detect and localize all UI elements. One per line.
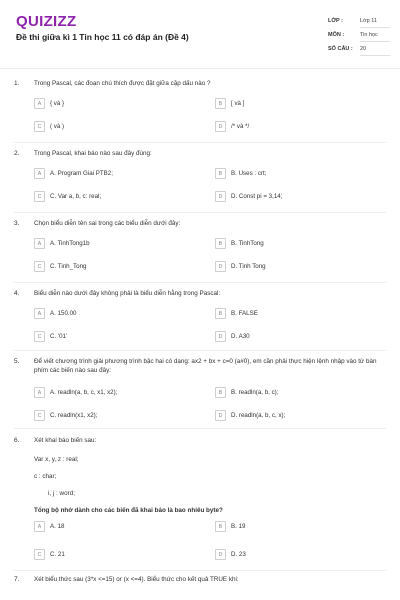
option-c[interactable] [34,260,86,273]
option-key: D [215,261,226,272]
question-number: 3. [14,220,20,227]
divider [14,350,386,351]
option-d[interactable] [215,330,250,343]
option-text: D. 23 [231,551,246,558]
option-text: B. FALSE [231,310,258,317]
option-text: ( và ) [50,123,65,130]
option-d[interactable] [215,120,249,133]
question-count-value: 20 [360,46,390,56]
code-line: c : char; [34,473,57,480]
divider [14,282,386,283]
question-text: Để viết chương trình giải phương trình bậc hai có dạng: ax2 + bx + c=0 (a#0), em cần phải thực hiện lệnh nhập vào từ bàn phím các biến nào sau đây: [34,358,377,374]
question-text: Chọn biểu diễn tên sai trong các biểu diễn dưới đây: [34,220,181,227]
option-key: C [34,331,45,342]
option-text: A. 150.00 [50,310,77,317]
question-text: Trong Pascal, các đoạn chú thích được đặt giữa cặp dấu nào ? [34,80,211,87]
option-key: C [34,121,45,132]
option-b[interactable] [215,307,258,320]
option-key: B [215,168,226,179]
option-key: A [34,521,45,532]
option-key: D [215,410,226,421]
quiz-header [0,0,400,69]
option-c[interactable] [34,120,64,133]
option-text: D. readln(a, b, c, x); [231,412,286,419]
option-key: C [34,261,45,272]
question-text: Trong Pascal, khai báo nào sau đây đúng: [34,150,152,157]
option-text: C. '01' [50,333,68,340]
option-text: B. Uses : crt; [231,170,267,177]
question-number: 4. [14,290,20,297]
option-d[interactable] [215,409,285,422]
option-c[interactable] [34,548,65,561]
option-b[interactable] [215,237,264,250]
option-a[interactable] [34,97,64,110]
divider [14,212,386,213]
option-text: A. TinhTong1b [50,240,90,247]
code-line: i, j : word; [48,490,75,497]
option-text: B. TinhTong [231,240,264,247]
code-line: Var x, y, z : real; [34,456,79,463]
page-title: Đề thi giữa kì 1 Tin học 11 có đáp án (Đề 4) [16,32,189,42]
quizizz-logo[interactable]: QUIZIZZ [16,13,77,30]
option-key: B [215,308,226,319]
question-text: Biểu diễn nào dưới đây không phải là biểu diễn hằng trong Pascal: [34,290,221,297]
divider [14,428,386,429]
option-text: C. Tinh_Tong [50,263,87,270]
option-a[interactable] [34,307,77,320]
option-text: B. readln(a, b, c); [231,389,279,396]
subject-value: Tin học [360,32,390,42]
option-d[interactable] [215,260,266,273]
option-text: /* và */ [231,123,250,130]
option-key: D [215,121,226,132]
option-c[interactable] [34,330,67,343]
class-value: Lớp 11 [360,18,390,28]
option-b[interactable] [215,386,278,399]
question-subtext: Tổng bộ nhớ dành cho các biến đã khai báo là bao nhiêu byte? [34,507,223,514]
option-key: A [34,387,45,398]
subject-label: MÔN : [328,32,345,38]
option-text: A. readln(a, b, c, x1, x2); [50,389,118,396]
option-key: D [215,549,226,560]
question-count-label: SỐ CÂU : [328,46,353,52]
option-key: C [34,549,45,560]
option-a[interactable] [34,386,117,399]
option-key: A [34,308,45,319]
option-text: C. 21 [50,551,65,558]
option-c[interactable] [34,409,97,422]
option-a[interactable] [34,520,64,533]
option-key: B [215,238,226,249]
question-text: Xét biểu thức sau (3*x <=15) or (x <=4). Biểu thức cho kết quả TRUE khi: [34,576,239,583]
option-a[interactable] [34,237,90,250]
option-text: { và } [50,100,65,107]
option-c[interactable] [34,190,101,203]
option-b[interactable] [215,167,266,180]
option-b[interactable] [215,97,244,110]
class-label: LỚP : [328,18,343,24]
question-number: 6. [14,437,20,444]
option-d[interactable] [215,190,282,203]
option-text: C. Var a, b, c: real; [50,193,102,200]
option-key: A [34,168,45,179]
option-key: B [215,521,226,532]
option-key: D [215,331,226,342]
question-text: Xét khai báo biến sau: [34,437,97,444]
option-key: C [34,410,45,421]
option-key: D [215,191,226,202]
question-number: 5. [14,358,20,365]
option-key: C [34,191,45,202]
option-text: A. Program Giai PTB2; [50,170,113,177]
option-text: C. readln(x1, x2); [50,412,98,419]
question-number: 7. [14,576,20,583]
option-text: D. Const pi = 3,14; [231,193,283,200]
option-text: D. Tinh Tong [231,263,266,270]
option-text: [ và ] [231,100,245,107]
option-key: A [34,98,45,109]
divider [14,570,386,571]
option-text: B. 19 [231,523,246,530]
option-key: B [215,98,226,109]
question-number: 2. [14,150,20,157]
option-key: B [215,387,226,398]
option-b[interactable] [215,520,245,533]
option-d[interactable] [215,548,246,561]
question-number: 1. [14,80,20,87]
option-text: A. 18 [50,523,65,530]
divider [14,142,386,143]
option-text: D. A30 [231,333,250,340]
option-key: A [34,238,45,249]
option-a[interactable] [34,167,113,180]
